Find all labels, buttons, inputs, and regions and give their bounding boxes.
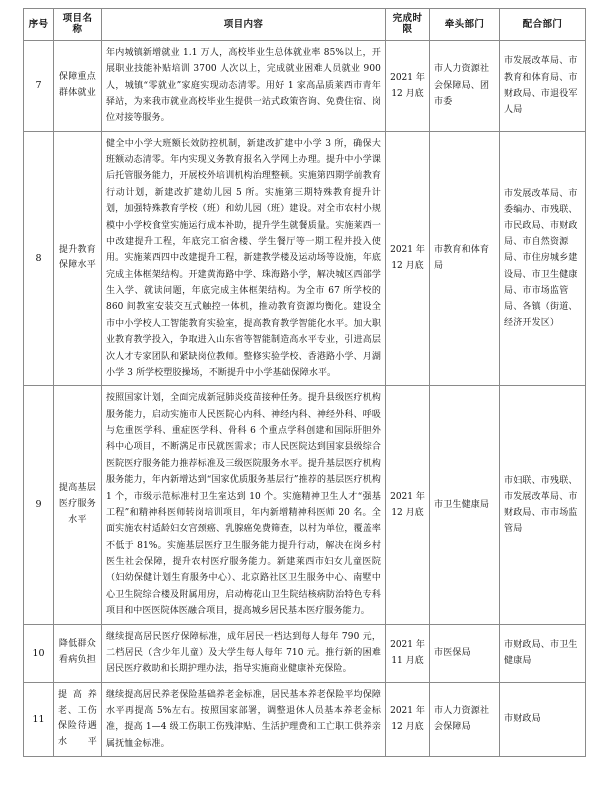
row-project-content: 继续提高居民医疗保障标准，成年居民一档达到每人每年 790 元，二档居民（含少年儿童）及大学生每人每年 710 元。推行新的困难居民医疗救助和长期护理办法，指导实施商业健康补充保险。 <box>102 624 386 682</box>
table-header <box>24 9 586 41</box>
row-project-content: 年内城镇新增就业 1.1 万人，高校毕业生总体就业率 85%以上，开展职业技能补贴培训 3700 人次以上，完成就业困难人员就业 900 人，城镇“零就业”家庭实现动态清零。用好 1 家高品质莱西市青年驿站，为来我市就业高校毕业生提供一站式政策咨询、免费住宿、岗位对接等服务。 <box>102 40 386 131</box>
row-lead-department: 市人力资源社会保障局 <box>430 682 500 757</box>
deadline-year: 2021 年 <box>390 491 425 502</box>
deadline-year: 2021 年 <box>390 639 425 650</box>
row-project-name: 提升教育保障水平 <box>54 131 102 386</box>
row-coop-department: 市发展改革局、市委编办、市残联、市民政局、市财政局、市自然资源局、市住房城乡建设局、市卫生健康局、市市场监管局、各镇（街道、经济开发区） <box>500 131 586 386</box>
row-coop-department: 市财政局、市卫生健康局 <box>500 624 586 682</box>
row-project-name: 降低群众看病负担 <box>54 624 102 682</box>
row-coop-department: 市财政局 <box>500 682 586 757</box>
row-lead-department: 市医保局 <box>430 624 500 682</box>
row-seq: 11 <box>24 682 54 757</box>
row-project-content: 健全中小学大班额长效防控机制，新建改扩建中小学 3 所，确保大班额动态清零。年内实现义务教育报名入学网上办理。提升中小学课后托管服务能力，开展校外培训机构治理整顿。实施第四期学前教育行动计划，新建改扩建幼儿园 5 所。实施第三期特殊教育提升计划，加强特殊教育学校（班）和幼儿园（班）建设。对全市农村小规模中小学校食堂实施运行成本补助，提升学生就餐质量。实施莱西一中改建提升工程，年底完工宿舍楼、学生餐厅等一期工程并投入使用。实施莱西四中改建提升工程，新建教学楼及运动场等设施，年底完成主体框架结构。开建黄海路中学、珠海路小学，解决城区西部学生入学、就读问题，年底完成主体框架结构。为全市 67 所学校的 860 间教室安装交互式触控一体机，推动教育资源均衡化。建设全市中小学校人工智能教育实验室，提高教育教学智能化水平。加大职业教育教学投入，争取进入山东省等智能制造高水平专业，引进高层次人才专家团队和紧缺岗位教师。整修实验学校、香港路小学、月湖小学 3 所学校塑胶操场，不断提升中小学基础保障水平。 <box>102 131 386 386</box>
row-seq: 10 <box>24 624 54 682</box>
row-project-name: 保障重点群体就业 <box>54 40 102 131</box>
header-seq: 序号 <box>24 9 54 41</box>
deadline-month: 12 月底 <box>391 261 424 272</box>
row-coop-department: 市妇联、市残联、市发展改革局、市财政局、市市场监管局 <box>500 386 586 624</box>
deadline-year: 2021 年 <box>390 706 425 717</box>
table-row <box>24 131 586 386</box>
header-lead: 牵头部门 <box>430 9 500 41</box>
row-lead-department: 市人力资源社会保障局、团市委 <box>430 40 500 131</box>
header-name: 项目名称 <box>54 9 102 41</box>
row-project-content: 继续提高居民养老保险基础养老金标准，居民基本养老保险平均保障水平再提高 5%左右。按照国家部署，调整退休人员基本养老金标准，提高 1—4 级工伤职工伤残津贴、生活护理费和工亡职工供养亲属抚恤金标准。 <box>102 682 386 757</box>
row-lead-department: 市卫生健康局 <box>430 386 500 624</box>
deadline-year: 2021 年 <box>390 245 425 256</box>
header-coop: 配合部门 <box>500 9 586 41</box>
row-deadline <box>386 624 430 682</box>
row-project-content: 按照国家计划，全面完成新冠肺炎疫苗接种任务。提升县级医疗机构服务能力，启动实施市人民医院心内科、神经内科、神经外科、呼吸与危重医学科、重症医学科、骨科 6 个重点学科创建和国际肝胆外科中心项目，不断满足市民就医需求；市人民医院达到国家县级综合医院医疗服务能力推荐标准及三级医院服务水平。提升基层医疗机构服务能力，年内新增达到“国家优质服务基层行”推荐的基层医疗机构 1 个，市级示范标准村卫生室达到 10 个。实施精神卫生人才“强基工程”和精神科医师转岗培训项目，年内新增精神科医师 20 名。全面实施农村适龄妇女宫颈癌、乳腺癌免费筛查，以村为单位，覆盖率不低于 81%。实施基层医疗卫生服务能力提升行动，解决在岗乡村医生社会保障，提升农村医疗服务能力。新建莱西市妇女儿童医院（妇幼保健计划生育服务中心）、北京路社区卫生服务中心、南墅中心卫生院综合楼及附属用房，启动梅花山卫生院结核病防治特色专科项目和中医医院体医融合项目，提高城乡居民基本医疗服务能力。 <box>102 386 386 624</box>
table-body <box>24 40 586 756</box>
table-row <box>24 386 586 624</box>
row-deadline <box>386 386 430 624</box>
header-deadline: 完成时限 <box>386 9 430 41</box>
row-lead-department: 市教育和体育局 <box>430 131 500 386</box>
row-deadline <box>386 131 430 386</box>
header-row <box>24 9 586 41</box>
row-coop-department: 市发展改革局、市教育和体育局、市财政局、市退役军人局 <box>500 40 586 131</box>
header-content: 项目内容 <box>102 9 386 41</box>
row-project-name: 提高养老、工伤保险待遇水平 <box>54 682 102 757</box>
table-row <box>24 682 586 757</box>
task-table <box>23 8 586 757</box>
row-project-name: 提高基层医疗服务水平 <box>54 386 102 624</box>
table-row <box>24 40 586 131</box>
row-seq: 9 <box>24 386 54 624</box>
deadline-year: 2021 年 <box>390 72 425 83</box>
row-deadline <box>386 40 430 131</box>
deadline-month: 11 月底 <box>391 656 424 667</box>
deadline-month: 12 月底 <box>391 722 424 733</box>
row-seq: 8 <box>24 131 54 386</box>
row-deadline <box>386 682 430 757</box>
deadline-month: 12 月底 <box>391 507 424 518</box>
row-seq: 7 <box>24 40 54 131</box>
deadline-month: 12 月底 <box>391 88 424 99</box>
table-row <box>24 624 586 682</box>
